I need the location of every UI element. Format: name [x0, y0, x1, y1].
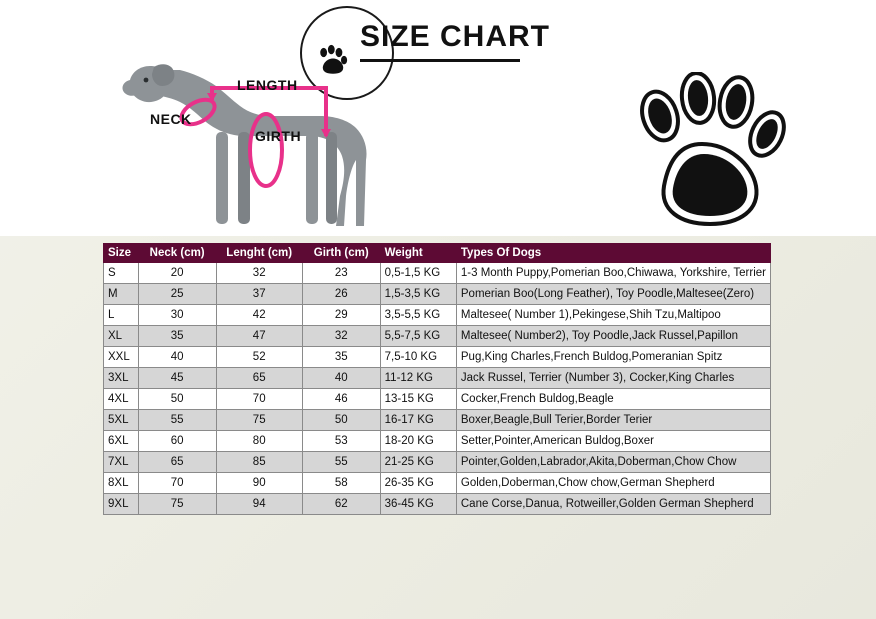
cell-girth: 26: [302, 284, 380, 305]
cell-weight: 3,5-5,5 KG: [380, 305, 456, 326]
cell-girth: 53: [302, 431, 380, 452]
column-header-length: Lenght (cm): [216, 244, 302, 263]
cell-weight: 26-35 KG: [380, 473, 456, 494]
cell-size: 4XL: [104, 389, 139, 410]
cell-types: Boxer,Beagle,Bull Terier,Border Terier: [456, 410, 770, 431]
cell-size: S: [104, 263, 139, 284]
cell-types: Setter,Pointer,American Buldog,Boxer: [456, 431, 770, 452]
table-row: [104, 473, 771, 494]
cell-length: 47: [216, 326, 302, 347]
table-row: [104, 452, 771, 473]
table-row: [104, 284, 771, 305]
cell-size: 6XL: [104, 431, 139, 452]
table-row: [104, 410, 771, 431]
cell-girth: 40: [302, 368, 380, 389]
table-header-row: [104, 244, 771, 263]
cell-size: XL: [104, 326, 139, 347]
size-table-container: [103, 243, 771, 515]
cell-length: 32: [216, 263, 302, 284]
cell-length: 90: [216, 473, 302, 494]
cell-weight: 11-12 KG: [380, 368, 456, 389]
cell-length: 52: [216, 347, 302, 368]
cell-length: 70: [216, 389, 302, 410]
cell-girth: 29: [302, 305, 380, 326]
size-table: [103, 243, 771, 515]
cell-neck: 55: [138, 410, 216, 431]
cell-types: Golden,Doberman,Chow chow,German Shepherd: [456, 473, 770, 494]
cell-size: 7XL: [104, 452, 139, 473]
cell-neck: 30: [138, 305, 216, 326]
cell-size: 8XL: [104, 473, 139, 494]
cell-weight: 5,5-7,5 KG: [380, 326, 456, 347]
cell-length: 85: [216, 452, 302, 473]
cell-weight: 13-15 KG: [380, 389, 456, 410]
label-length: LENGTH: [237, 77, 298, 93]
cell-weight: 0,5-1,5 KG: [380, 263, 456, 284]
cell-neck: 35: [138, 326, 216, 347]
cell-length: 37: [216, 284, 302, 305]
cell-neck: 40: [138, 347, 216, 368]
column-header-neck: Neck (cm): [138, 244, 216, 263]
cell-girth: 55: [302, 452, 380, 473]
page-title: SIZE CHART: [360, 20, 550, 53]
cell-types: Jack Russel, Terrier (Number 3), Cocker,King Charles: [456, 368, 770, 389]
table-row: [104, 326, 771, 347]
cell-weight: 16-17 KG: [380, 410, 456, 431]
column-header-weight: Weight: [380, 244, 456, 263]
cell-neck: 75: [138, 494, 216, 515]
table-row: [104, 431, 771, 452]
cell-types: 1-3 Month Puppy,Pomerian Boo,Chiwawa, Yorkshire, Terrier: [456, 263, 770, 284]
cell-types: Pug,King Charles,French Buldog,Pomeranian Spitz: [456, 347, 770, 368]
cell-size: 5XL: [104, 410, 139, 431]
cell-size: XXL: [104, 347, 139, 368]
cell-weight: 1,5-3,5 KG: [380, 284, 456, 305]
table-body: [104, 263, 771, 515]
cell-types: Cocker,French Buldog,Beagle: [456, 389, 770, 410]
table-row: [104, 347, 771, 368]
label-neck: NECK: [150, 111, 192, 127]
cell-girth: 46: [302, 389, 380, 410]
table-row: [104, 263, 771, 284]
cell-neck: 45: [138, 368, 216, 389]
cell-size: 3XL: [104, 368, 139, 389]
cell-girth: 23: [302, 263, 380, 284]
cell-neck: 70: [138, 473, 216, 494]
cell-weight: 7,5-10 KG: [380, 347, 456, 368]
cell-length: 42: [216, 305, 302, 326]
cell-girth: 58: [302, 473, 380, 494]
cell-size: M: [104, 284, 139, 305]
cell-girth: 62: [302, 494, 380, 515]
cell-neck: 60: [138, 431, 216, 452]
table-row: [104, 368, 771, 389]
cell-types: Pomerian Boo(Long Feather), Toy Poodle,Maltesee(Zero): [456, 284, 770, 305]
column-header-girth: Girth (cm): [302, 244, 380, 263]
cell-length: 65: [216, 368, 302, 389]
cell-length: 80: [216, 431, 302, 452]
cell-neck: 50: [138, 389, 216, 410]
table-row: [104, 389, 771, 410]
cell-types: Pointer,Golden,Labrador,Akita,Doberman,Chow Chow: [456, 452, 770, 473]
cell-length: 94: [216, 494, 302, 515]
cell-girth: 35: [302, 347, 380, 368]
cell-length: 75: [216, 410, 302, 431]
dog-silhouette-icon: [120, 40, 380, 240]
cell-types: Cane Corse,Danua, Rotweiller,Golden German Shepherd: [456, 494, 770, 515]
cell-weight: 18-20 KG: [380, 431, 456, 452]
title-underline: [360, 59, 520, 62]
label-girth: GIRTH: [255, 128, 302, 144]
cell-weight: 21-25 KG: [380, 452, 456, 473]
column-header-size: Size: [104, 244, 139, 263]
cell-neck: 25: [138, 284, 216, 305]
table-row: [104, 305, 771, 326]
table-row: [104, 494, 771, 515]
cell-size: 9XL: [104, 494, 139, 515]
cell-neck: 20: [138, 263, 216, 284]
paw-print-icon: [630, 72, 790, 232]
cell-types: Maltesee( Number 1),Pekingese,Shih Tzu,Maltipoo: [456, 305, 770, 326]
column-header-types: Types Of Dogs: [456, 244, 770, 263]
cell-size: L: [104, 305, 139, 326]
cell-girth: 32: [302, 326, 380, 347]
cell-weight: 36-45 KG: [380, 494, 456, 515]
cell-neck: 65: [138, 452, 216, 473]
cell-types: Maltesee( Number2), Toy Poodle,Jack Russel,Papillon: [456, 326, 770, 347]
cell-girth: 50: [302, 410, 380, 431]
